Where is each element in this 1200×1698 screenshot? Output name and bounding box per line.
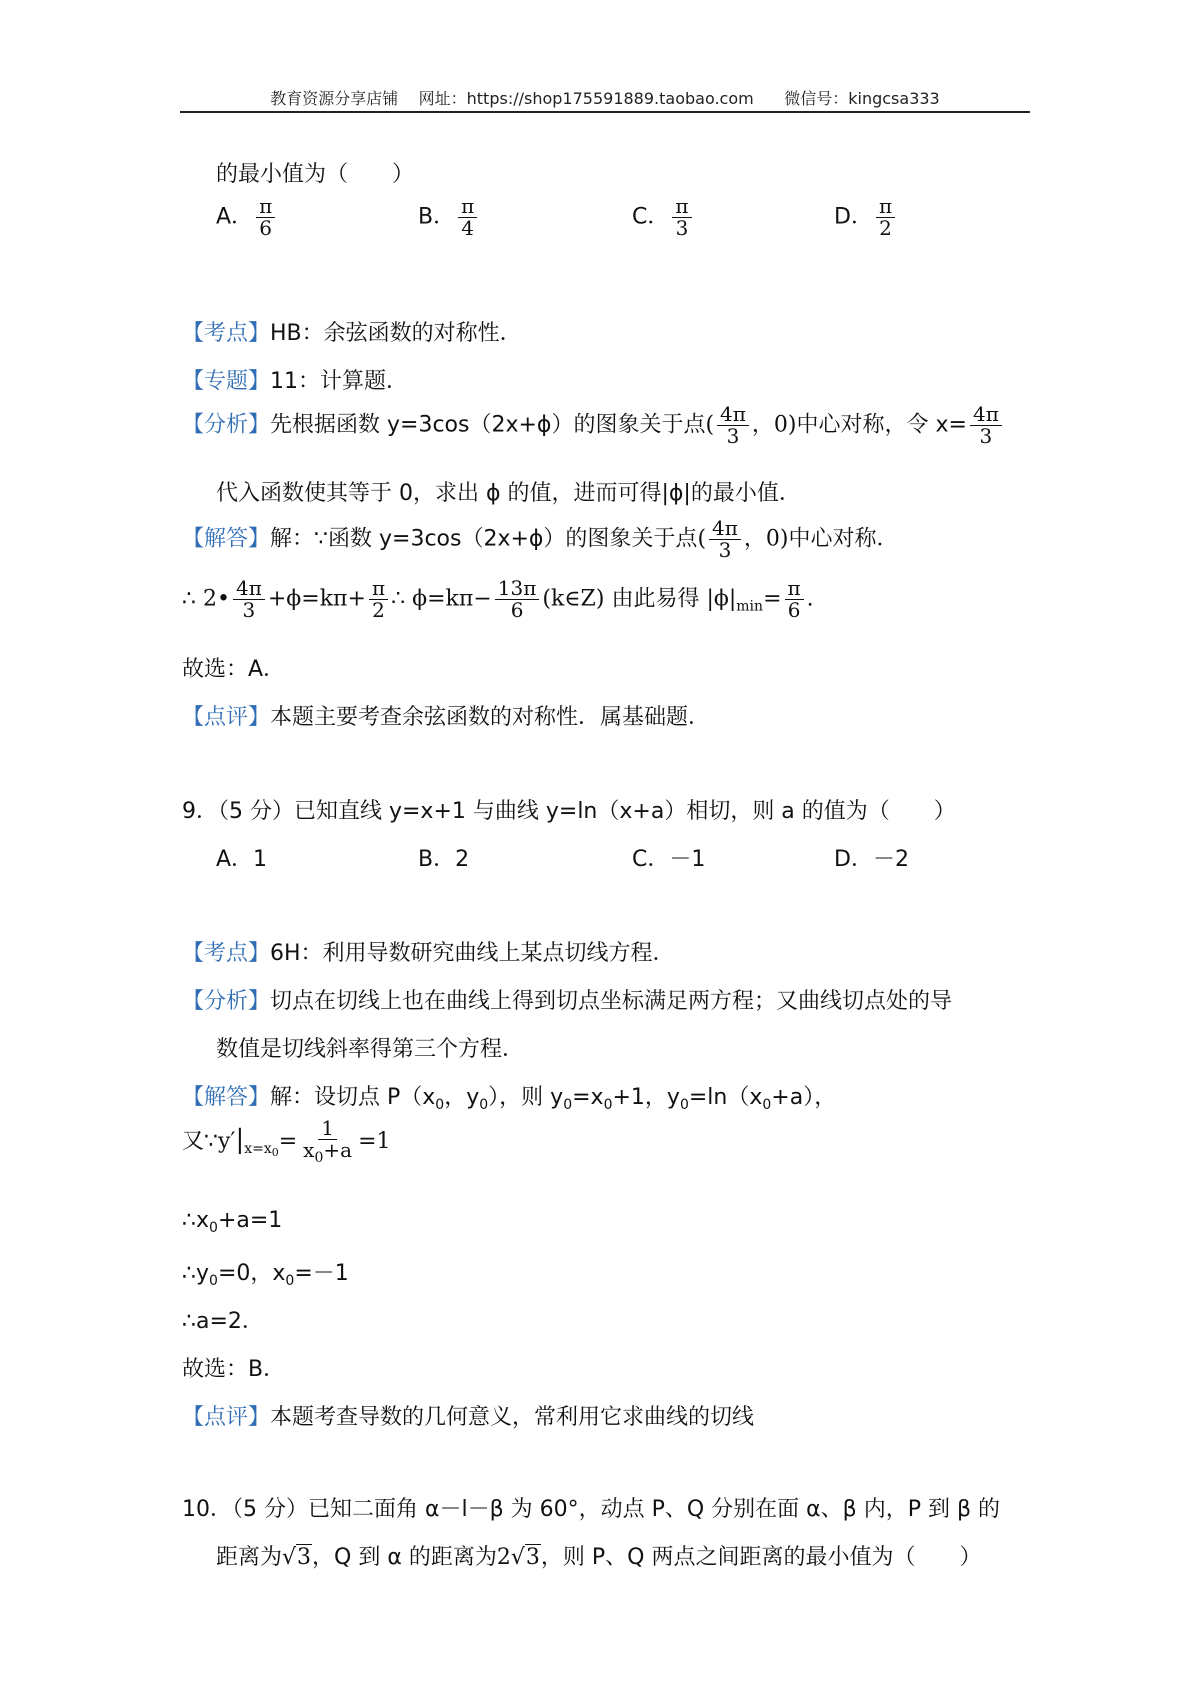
q9-step-3: ∴a=2． <box>182 1309 264 1334</box>
q9-option-c: C．－1 <box>632 847 706 872</box>
eq-text: 由此易得 <box>611 586 700 612</box>
q9-stem: 9．（5 分）已知直线 y=x+1 与曲线 y=ln（x+a）相切，则 a 的值为（ ） <box>182 799 956 824</box>
shop-url[interactable]: https://shop175591889.taobao.com <box>466 89 754 108</box>
frac-num: π <box>369 578 388 600</box>
jieda-tag: 【解答】 <box>182 1085 271 1110</box>
eq-abs: |ϕ| <box>706 586 737 612</box>
q9-fenxi-line2: 数值是切线斜率得第三个方程． <box>216 1037 525 1062</box>
paren: ( <box>705 412 715 438</box>
frac-num: 13π <box>495 578 540 600</box>
frac-num: π <box>785 578 804 600</box>
jieda-part: =x <box>572 1085 604 1110</box>
q10-line1: 10．（5 分）已知二面角 α－l－β 为 60°，动点 P、Q 分别在面 α、β 内，P 到 β 的 <box>182 1497 1000 1522</box>
frac-den: 3 <box>242 598 256 622</box>
header-divider <box>180 111 1030 113</box>
q8-dianping <box>182 700 710 731</box>
q8-answer: 故选：A． <box>182 657 286 682</box>
eq-part: = <box>763 586 782 612</box>
jieda-text: 解：∵函数 y=3cos（2x+ϕ）的图象关于点 <box>270 526 698 552</box>
frac-num: 4π <box>717 404 749 426</box>
dianping-tag: 【点评】 <box>182 705 271 730</box>
jieda-text-2: 中心对称． <box>788 526 899 552</box>
frac-num: 1 <box>318 1118 337 1140</box>
dianping-tag: 【点评】 <box>182 1405 271 1430</box>
subscript: 0 <box>314 1150 324 1166</box>
jieda-part: +1，y <box>612 1085 680 1110</box>
option-label: D． <box>834 204 873 230</box>
eq-fraction-1 <box>233 578 265 621</box>
q8-option-d <box>834 196 898 239</box>
subscript: 0 <box>679 1097 689 1113</box>
frac-den: 6 <box>787 598 801 622</box>
point-fraction <box>717 404 749 447</box>
frac-num: π <box>458 196 477 218</box>
x-fraction <box>970 404 1002 447</box>
frac-den: 2 <box>879 216 892 240</box>
sqrt-radicand: 3 <box>525 1545 540 1570</box>
page-header <box>180 86 1030 109</box>
kaodian-tag: 【考点】 <box>182 941 271 966</box>
wechat-id: kingcsa333 <box>848 89 940 108</box>
frac-den <box>300 1140 355 1166</box>
eq-part: (k∈Z) <box>542 586 605 612</box>
dianping-text: 本题考查导数的几何意义，常利用它求曲线的切线 <box>270 1405 755 1430</box>
eq-part: 2• <box>203 586 230 612</box>
sqrt-expr: √3 <box>282 1545 312 1570</box>
q9-fenxi-line1 <box>182 984 952 1015</box>
frac-den: 3 <box>718 538 732 562</box>
q9-derivative-line <box>182 1118 391 1166</box>
q9-kaodian <box>182 936 675 967</box>
frac-den: 2 <box>372 598 385 622</box>
q8-jieda-line1 <box>182 518 899 561</box>
because: 又∵ <box>182 1128 218 1154</box>
frac-num: 4π <box>970 404 1002 426</box>
q10-part: 距离为 <box>216 1545 283 1570</box>
option-label: C． <box>632 204 670 230</box>
eq-fraction-3 <box>495 578 540 621</box>
sqrt-expr: 2√3 <box>496 1545 540 1570</box>
derivative-fraction <box>300 1118 355 1166</box>
q8-fenxi-line1 <box>182 404 1005 447</box>
therefore: ∴ <box>182 586 196 612</box>
kaodian-text: HB：余弦函数的对称性． <box>270 321 522 346</box>
kaodian-tag: 【考点】 <box>182 321 271 346</box>
frac-num: 4π <box>233 578 265 600</box>
fenxi-text-2: 中心对称，令 x= <box>796 412 967 438</box>
q10-part: ，Q 到 α 的距离为 <box>312 1545 497 1570</box>
frac-den: 6 <box>510 598 524 622</box>
q8-equation <box>182 578 814 621</box>
q9-option-d: D．－2 <box>834 847 909 872</box>
eq-fraction-2 <box>369 578 388 621</box>
fenxi-tag: 【分析】 <box>182 412 271 438</box>
q10-line2 <box>216 1540 981 1571</box>
q9-step-1 <box>182 1208 282 1236</box>
step-part: =－1 <box>294 1261 349 1286</box>
jieda-part: ），则 y <box>488 1085 564 1110</box>
zhuanti-text: 11：计算题． <box>270 369 409 394</box>
frac-den: 3 <box>979 424 993 448</box>
option-label: A． <box>216 204 254 230</box>
option-fraction <box>876 196 895 239</box>
jieda-part: =ln（x <box>688 1085 763 1110</box>
q8-option-b <box>418 196 480 239</box>
q8-zhuanti <box>182 364 408 395</box>
q9-option-a: A．1 <box>216 847 268 872</box>
frac-num: 4π <box>709 518 741 540</box>
eq-part: ∴ ϕ=kπ− <box>391 586 492 612</box>
point-tail: ，0) <box>751 412 797 438</box>
sqrt-coef: 2 <box>496 1545 511 1570</box>
step-part: +a=1 <box>217 1208 283 1233</box>
eq-fraction-4 <box>785 578 804 621</box>
q9-option-b: B．2 <box>418 847 470 872</box>
subscript: 0 <box>271 1145 279 1159</box>
q9-answer: 故选：B． <box>182 1357 286 1382</box>
option-label: B． <box>418 204 456 230</box>
den-x: x <box>303 1138 315 1162</box>
fenxi-text: 先根据函数 y=3cos（2x+ϕ）的图象关于点 <box>270 412 706 438</box>
jieda-part: 解：设切点 P（x <box>270 1085 436 1110</box>
eq-min-sub: min <box>736 598 764 615</box>
point-fraction <box>709 518 741 561</box>
frac-den: 3 <box>675 216 689 240</box>
fenxi-text: 切点在切线上也在曲线上得到切点坐标满足两方程；又曲线切点处的导 <box>270 989 953 1014</box>
q8-fenxi-line2: 代入函数使其等于 0，求出 ϕ 的值，进而可得|ϕ|的最小值． <box>216 481 801 506</box>
wechat-label: 微信号： <box>784 89 849 108</box>
frac-den: 4 <box>461 216 475 240</box>
eq-part: +ϕ=kπ+ <box>267 586 366 612</box>
step-part: =0，x <box>217 1261 286 1286</box>
jieda-part: +a）， <box>771 1085 837 1110</box>
frac-den: 3 <box>726 424 740 448</box>
fenxi-tag: 【分析】 <box>182 989 271 1014</box>
eq-sign: = <box>278 1128 298 1154</box>
den-a: +a <box>323 1138 353 1162</box>
dianping-text: 本题主要考查余弦函数的对称性．属基础题． <box>270 705 711 730</box>
option-fraction <box>458 196 477 239</box>
url-label: 网址： <box>418 89 467 108</box>
sqrt-radicand: 3 <box>297 1545 312 1570</box>
kaodian-text: 6H：利用导数研究曲线上某点切线方程． <box>270 941 675 966</box>
frac-den: 6 <box>259 216 272 240</box>
step-part: ∴y <box>182 1261 210 1286</box>
q8-stem-tail: 的最小值为（ ） <box>216 162 415 187</box>
frac-num: π <box>672 196 691 218</box>
option-fraction <box>256 196 275 239</box>
q10-part: ，则 P、Q 两点之间距离的最小值为（ ） <box>540 1545 982 1570</box>
frac-num: π <box>876 196 895 218</box>
subscript: 0 <box>762 1097 772 1113</box>
q9-dianping <box>182 1400 754 1431</box>
shop-name: 教育资源分享店铺 <box>270 89 399 108</box>
subscript: 0 <box>209 1273 218 1289</box>
frac-num: π <box>256 196 275 218</box>
jieda-tag: 【解答】 <box>182 526 271 552</box>
eq-tail: =1 <box>358 1128 391 1154</box>
eval-bar: | <box>235 1124 245 1155</box>
subscript: 0 <box>603 1097 613 1113</box>
subscript: 0 <box>435 1097 445 1113</box>
q8-option-c <box>632 196 695 239</box>
q9-jieda-line1 <box>182 1080 836 1113</box>
eq-part: . <box>806 586 814 612</box>
step-part: ∴x <box>182 1208 210 1233</box>
paren: ( <box>697 526 707 552</box>
subscript: 0 <box>479 1097 489 1113</box>
q8-kaodian <box>182 316 522 347</box>
subscript: 0 <box>563 1097 573 1113</box>
zhuanti-tag: 【专题】 <box>182 369 271 394</box>
jieda-part: ，y <box>444 1085 480 1110</box>
subscript: 0 <box>209 1220 218 1236</box>
option-fraction <box>672 196 691 239</box>
subscript: 0 <box>285 1273 295 1289</box>
eval-cond: x=x <box>244 1140 272 1157</box>
point-tail: ，0) <box>743 526 789 552</box>
q8-option-a <box>216 196 278 239</box>
y-prime: y′ <box>218 1128 236 1154</box>
q9-step-2 <box>182 1256 349 1289</box>
